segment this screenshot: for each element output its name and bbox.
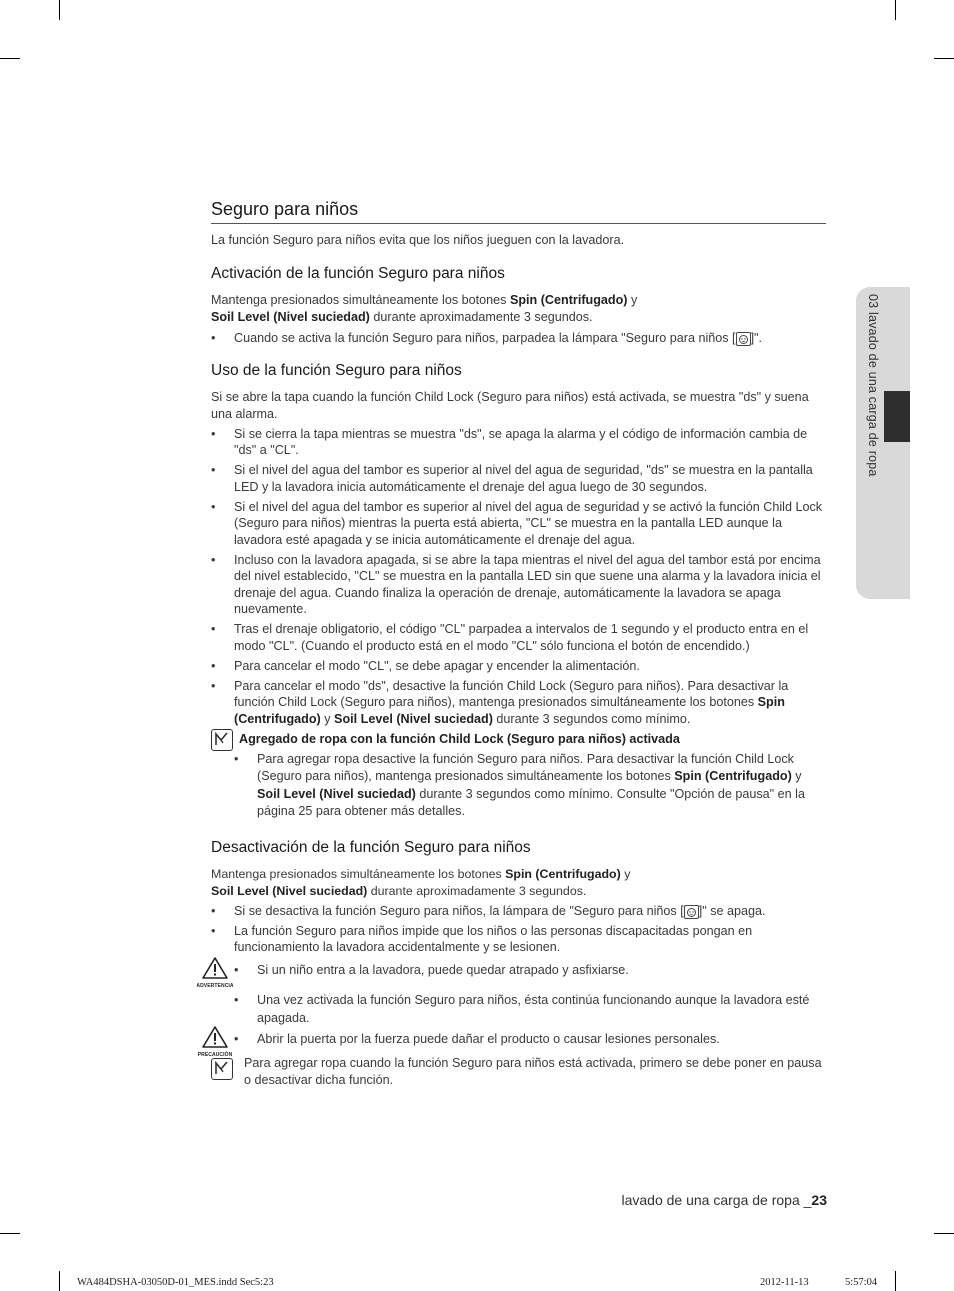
caution-block: [197, 1031, 826, 1058]
crop-mark: [59, 1271, 60, 1291]
deactivation-heading: Desactivación de la función Seguro para niños: [211, 838, 531, 856]
crop-mark: [0, 1233, 20, 1234]
main-content: [196, 196, 826, 1089]
intro-text: La función Seguro para niños evita que los niños jueguen con la lavadora.: [211, 233, 625, 247]
list-item: • Si un niño entra a la lavadora, puede quedar atrapado y asfixiarse.: [234, 962, 826, 980]
warning-icon: [195, 956, 235, 989]
caution-label: PRECAUCIÓN: [197, 1052, 233, 1058]
print-time: 5:57:04: [845, 1277, 878, 1288]
note-heading: Agregado de ropa con la función Child Lock (Seguro para niños) activada: [211, 731, 826, 748]
print-file-info: WA484DSHA-03050D-01_MES.indd Sec5:23: [77, 1277, 274, 1288]
warning-label: ADVERTENCIA: [196, 982, 234, 989]
list-item: • Si el nivel del agua del tambor es superior al nivel del agua de seguridad y se activó la función Child Lock (Seguro para niños) mientras la puerta está abierta, "CL" se muestra en la pantalla LED aunque la lavadora esté apagada y se inicia automáticamente el drenaje del agua.: [211, 499, 826, 549]
list-item: • Tras el drenaje obligatorio, el código "CL" parpadea a intervalos de 1 segundo y el producto entra en el modo "CL". (Cuando el producto está en el modo "CL" sólo funciona el botón de encendido.): [211, 621, 826, 654]
crop-mark: [934, 58, 954, 59]
list-item: • Cuando se activa la función Seguro para niños, parpadea la lámpara "Seguro para niños [ ]".: [211, 330, 826, 347]
chapter-tab-marker: [884, 391, 910, 442]
list-item: • Si el nivel del agua del tambor es superior al nivel del agua de seguridad, "ds" se muestra en la pantalla LED y la lavadora inicia automáticamente el drenaje del agua luego de 30 segundos.: [211, 462, 826, 495]
crop-mark: [895, 1271, 896, 1291]
activation-heading: Activación de la función Seguro para niños: [211, 265, 505, 282]
warning-list: [211, 962, 826, 1028]
warning-block: [196, 962, 826, 1028]
deactivation-list: [211, 903, 826, 956]
crop-mark: [895, 0, 896, 20]
caution-list: [211, 1031, 826, 1049]
list-item: • Si se cierra la tapa mientras se muestra "ds", se apaga la alarma y el código de información cambia de "ds" a "CL".: [211, 426, 826, 459]
page-title: Seguro para niños: [211, 196, 826, 224]
print-date: 2012-11-13: [760, 1277, 809, 1288]
use-heading: Uso de la función Seguro para niños: [211, 361, 462, 379]
note-list: [211, 751, 826, 821]
list-item: • La función Seguro para niños impide que los niños o las personas discapacitadas pongan en funcionamiento la lavadora accidentalmente y se lesionen.: [211, 923, 826, 956]
child-lock-lamp-icon: [684, 905, 699, 919]
list-item: • Para cancelar el modo "CL", se debe apagar y encender la alimentación.: [211, 658, 826, 675]
list-item: • Para agregar ropa desactive la función Seguro para niños. Para desactivar la función Child Lock (Seguro para niños), mantenga presionados simultáneamente los botones Spin (Centrifugado) y Soil Level (Nivel suciedad) durante 3 segundos como mínimo. Consulte "Opción de pausa" en la página 25 para obtener más detalles.: [234, 751, 826, 821]
list-item: • Una vez activada la función Seguro para niños, ésta continúa funcionando aunque la lavadora esté apagada.: [234, 992, 826, 1027]
activation-paragraph: Mantenga presionados simultáneamente los botones Spin (Centrifugado) y Soil Level (Nivel suciedad) durante aproximadamente 3 segundos.: [211, 293, 638, 324]
crop-mark: [934, 1233, 954, 1234]
list-item: • Para cancelar el modo "ds", desactive la función Child Lock (Seguro para niños). Para desactivar la función Child Lock (Seguro para niños), mantenga presionados simultáneamente los botones Spin (Centrifugado) y Soil Level (Nivel suciedad) durante 3 segundos como mínimo.: [211, 678, 826, 728]
crop-mark: [59, 0, 60, 20]
page-number: lavado de una carga de ropa _23: [621, 1192, 827, 1208]
use-list: [211, 426, 826, 728]
note-icon: [211, 729, 233, 751]
caution-icon: [195, 1025, 235, 1058]
note-icon: [211, 1058, 233, 1080]
list-item: • Si se desactiva la función Seguro para niños, la lámpara de "Seguro para niños [ ]" se apaga.: [211, 903, 826, 920]
list-item: • Incluso con la lavadora apagada, si se abre la tapa mientras el nivel del agua del tambor está por encima del nivel establecido, "CL" se muestra en la pantalla LED sin que suene una alarma y la lavadora inicia el drenaje del agua. Cuando finaliza la operación de drenaje, automáticamente la lavadora se apaga nuevamente.: [211, 552, 826, 618]
activation-list: [211, 330, 826, 347]
list-item: • Abrir la puerta por la fuerza puede dañar el producto o causar lesiones personales.: [234, 1031, 826, 1049]
use-paragraph: Si se abre la tapa cuando la función Child Lock (Seguro para niños) está activada, se muestra "ds" y suena una alarma.: [211, 389, 809, 421]
crop-mark: [0, 58, 20, 59]
child-lock-lamp-icon: [736, 332, 751, 346]
final-note: Para agregar ropa cuando la función Seguro para niños está activada, primero se debe poner en pausa o desactivar dicha función.: [211, 1055, 826, 1089]
deactivation-paragraph: Mantenga presionados simultáneamente los botones Spin (Centrifugado) y Soil Level (Nivel suciedad) durante aproximadamente 3 segundos.: [211, 866, 631, 898]
chapter-tab-label: 03 lavado de una carga de ropa: [866, 294, 880, 477]
